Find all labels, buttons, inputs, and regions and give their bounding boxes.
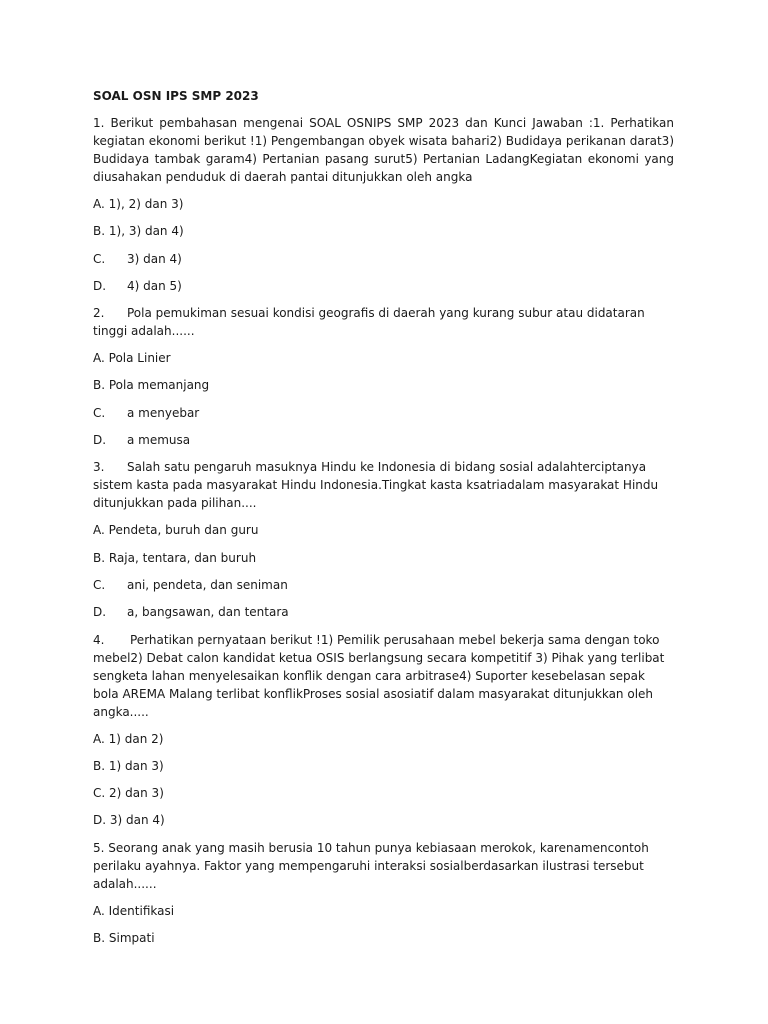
- option-label: C.: [93, 786, 106, 801]
- question-1-option-a: [93, 195, 674, 213]
- question-3-text: [93, 458, 674, 512]
- option-label: B.: [93, 378, 106, 393]
- question-1-option-b: [93, 222, 674, 240]
- question-4-option-b: [93, 757, 674, 775]
- question-body: Salah satu pengaruh masuknya Hindu ke Indonesia di bidang sosial adalahterciptanya sistem kasta pada masyarakat Hindu Indonesia.Tingkat kasta ksatriadalam masyarakat Hindu ditunjukkan pada pilihan....: [93, 460, 659, 511]
- option-label: A.: [93, 351, 105, 366]
- option-text: Identifikasi: [108, 903, 175, 918]
- option-label: A.: [93, 903, 105, 918]
- option-label: C.: [93, 251, 106, 266]
- option-label: A.: [93, 197, 105, 211]
- option-label: A.: [93, 731, 105, 746]
- question-body: Perhatikan pernyataan berikut !1) Pemilik perusahaan mebel bekerja sama dengan toko mebel2) Debat calon kandidat ketua OSIS berlangsung secara kompetitif 3) Pihak yang terlibat sengketa lahan menyelesaikan konflik dengan cara arbitrase4) Suporter kesebelasan sepak bola AREMA Malang terlibat konflikProses sosial asosiatif dalam masyarakat ditunjukkan oleh angka.....: [93, 632, 665, 719]
- question-1-text: 1. Berikut pembahasan mengenai SOAL OSNIPS SMP 2023 dan Kunci Jawaban :1. Perhatikan kegiatan ekonomi berikut !1) Pengembangan obyek wisata bahari2) Budidaya perikanan darat3) Budidaya tambak garam4) Pertanian pasang surut5) Pertanian LadangKegiatan ekonomi yang diusahakan penduduk di daerah pantai ditunjukkan oleh angka: [93, 116, 674, 184]
- question-4-option-a: [93, 730, 674, 748]
- question-3-option-a: [93, 521, 674, 539]
- option-text: 3) dan 4): [109, 813, 165, 828]
- option-text: Pendeta, buruh dan guru: [108, 523, 259, 538]
- question-3-option-c: [93, 576, 674, 594]
- question-4-option-d: [93, 811, 674, 829]
- option-label: B.: [93, 550, 106, 565]
- question-body: Pola pemukiman sesuai kondisi geografis di daerah yang kurang subur atau didataran tinggi adalah......: [93, 306, 645, 339]
- question-2-option-a: [93, 349, 674, 367]
- question-number: 4.: [93, 632, 105, 647]
- option-label: D.: [93, 278, 107, 293]
- question-number: 3.: [93, 460, 105, 475]
- option-label: D.: [93, 605, 107, 620]
- question-4-text: [93, 631, 674, 721]
- question-3-option-d: [93, 603, 674, 621]
- option-label: D.: [93, 813, 107, 828]
- option-label: C.: [93, 405, 106, 420]
- question-2-option-b: [93, 376, 674, 394]
- option-text: Raja, tentara, dan buruh: [108, 550, 257, 565]
- option-text: 3) dan 4): [127, 251, 182, 266]
- question-2-option-c: [93, 404, 674, 422]
- question-number: 2.: [93, 306, 105, 321]
- document-page: [93, 87, 674, 956]
- option-label: B.: [93, 758, 106, 773]
- document-title: SOAL OSN IPS SMP 2023: [93, 89, 259, 103]
- question-1-option-d: [93, 277, 674, 295]
- question-3-option-b: [93, 549, 674, 567]
- option-text: a, bangsawan, dan tentara: [127, 605, 289, 620]
- question-5-text: 5. Seorang anak yang masih berusia 10 tahun punya kebiasaan merokok, karenamencontoh perilaku ayahnya. Faktor yang mempengaruhi interaksi sosialberdasarkan ilustrasi tersebut adalah......: [93, 840, 649, 891]
- option-label: C.: [93, 577, 106, 592]
- option-text: 1) dan 3): [108, 758, 164, 773]
- option-text: a memusa: [127, 433, 191, 448]
- question-1-option-c: [93, 250, 674, 268]
- question-4-option-c: [93, 784, 674, 802]
- option-text: 4) dan 5): [127, 278, 182, 293]
- option-text: 1) dan 2): [108, 731, 164, 746]
- option-text: 1), 3) dan 4): [108, 224, 184, 239]
- option-text: 2) dan 3): [109, 786, 164, 801]
- option-text: Pola memanjang: [108, 378, 210, 393]
- option-label: A.: [93, 523, 105, 538]
- question-2-text: [93, 304, 674, 340]
- option-label: B.: [93, 931, 106, 946]
- option-text: Pola Linier: [108, 351, 171, 366]
- option-text: Simpati: [108, 931, 155, 946]
- question-2-option-d: [93, 431, 674, 449]
- option-text: a menyebar: [127, 405, 200, 420]
- option-text: 1), 2) dan 3): [108, 197, 184, 211]
- option-label: B.: [93, 224, 106, 239]
- option-text: ani, pendeta, dan seniman: [127, 577, 288, 592]
- question-5-option-a: [93, 902, 674, 920]
- question-5-option-b: [93, 929, 674, 947]
- option-label: D.: [93, 433, 107, 448]
